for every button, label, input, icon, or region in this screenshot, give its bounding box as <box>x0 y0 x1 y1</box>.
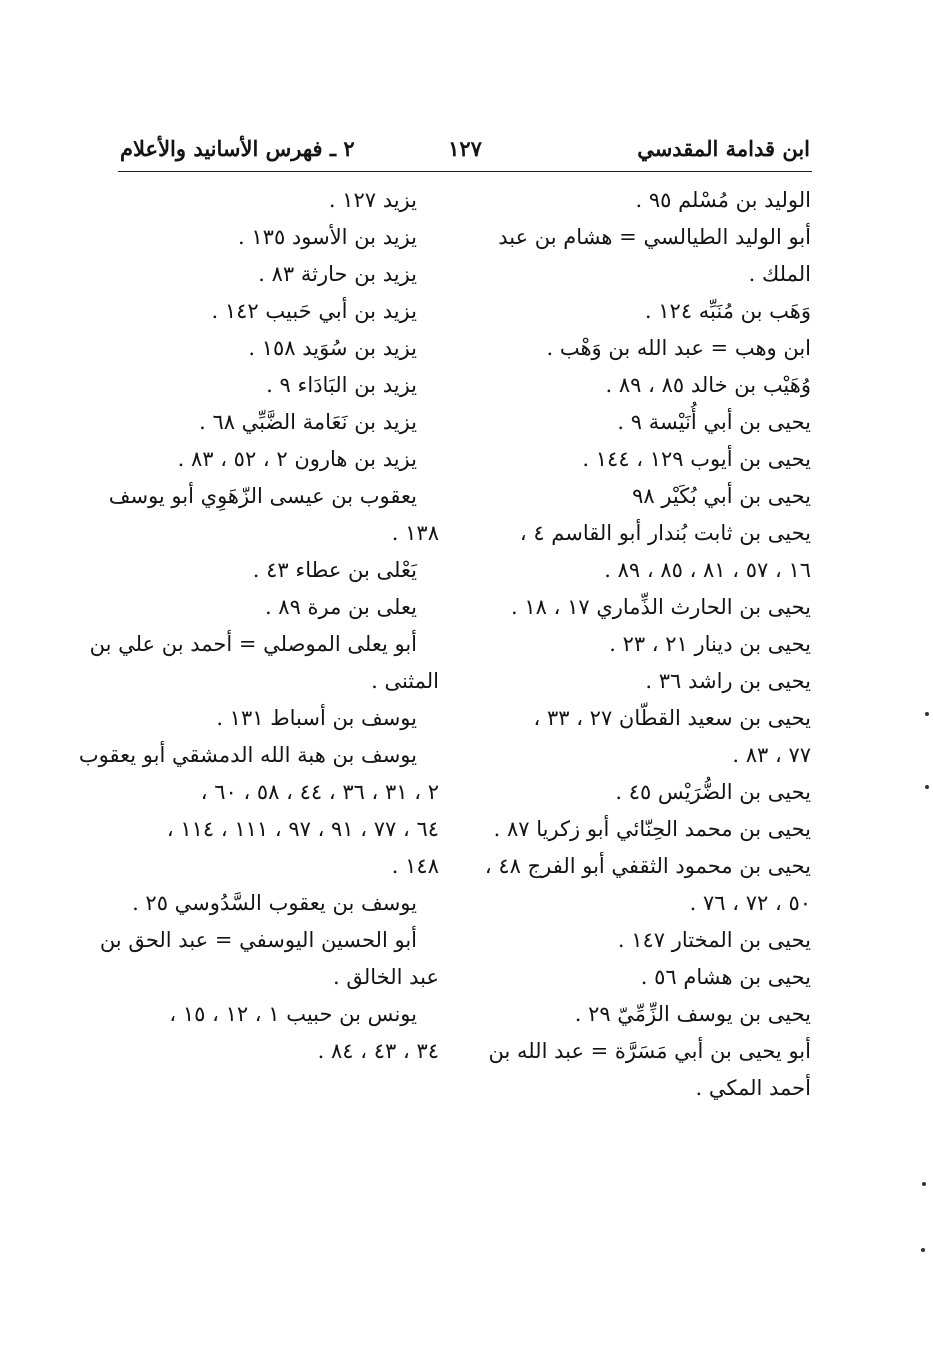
index-entry: يحيى بن المختار ١٤٧ . <box>617 928 811 952</box>
index-entry-continuation: ٦٤ ، ٧٧ ، ٩١ ، ٩٧ ، ١١١ ، ١١٤ ، <box>166 817 439 841</box>
index-column-right <box>486 182 811 1107</box>
index-entry-continuation: ١٤٨ . <box>391 854 439 878</box>
index-entry: يحيى بن الضُّرَيْس ٤٥ . <box>615 780 811 804</box>
index-entry: وُهَيْب بن خالد ٨٥ ، ٨٩ . <box>605 373 811 397</box>
index-entry-continuation: ٢ ، ٣١ ، ٣٦ ، ٤٤ ، ٥٨ ، ٦٠ ، <box>200 780 439 804</box>
index-entry: أبو الحسين اليوسفي = عبد الحق بن <box>99 928 417 952</box>
page-number: ١٢٧ <box>448 136 482 161</box>
index-entry: يحيى بن أبي بُكَيْر ٩٨ <box>632 484 811 508</box>
index-entry: يحيى بن هشام ٥٦ . <box>640 965 811 989</box>
index-entry: يعلى بن مرة ٨٩ . <box>264 595 417 619</box>
index-entry: يحيى بن دينار ٢١ ، ٢٣ . <box>609 632 811 656</box>
index-entry-continuation: أحمد المكي . <box>695 1076 811 1100</box>
index-entry: يحيى بن الحارث الذِّماري ١٧ ، ١٨ . <box>511 595 811 619</box>
index-entry: يزيد بن حارثة ٨٣ . <box>258 262 417 286</box>
book-title: ابن قدامة المقدسي <box>637 136 810 161</box>
index-entry-continuation: ١٣٨ . <box>391 521 439 545</box>
index-entry: أبو يحيى بن أبي مَسَرَّة = عبد الله بن <box>488 1039 811 1063</box>
index-column-left <box>78 182 439 1070</box>
index-entry-continuation: عبد الخالق . <box>332 965 439 989</box>
index-entry-continuation: ١٦ ، ٥٧ ، ٨١ ، ٨٥ ، ٨٩ . <box>604 558 811 582</box>
index-entry: يوسف بن يعقوب السَّدُوسي ٢٥ . <box>132 891 417 915</box>
index-entry: يعقوب بن عيسى الزّهَوِي أبو يوسف <box>108 484 417 508</box>
scan-speck <box>925 785 929 789</box>
index-entry: وَهَب بن مُنَبِّه ١٢٤ . <box>644 299 811 323</box>
index-entry: يزيد بن سُوَيد ١٥٨ . <box>248 336 417 360</box>
index-entry: يحيى بن أبي أُنَيْسة ٩ . <box>617 410 811 434</box>
index-entry: يزيد بن أبي حَبيب ١٤٢ . <box>211 299 417 323</box>
index-entry: يزيد بن البَادَاء ٩ . <box>266 373 417 397</box>
index-entry: يَعْلى بن عطاء ٤٣ . <box>252 558 417 582</box>
index-entry: يحيى بن يوسف الزِّمِّيّ ٢٩ . <box>574 1002 811 1026</box>
index-entry: أبو يعلى الموصلي = أحمد بن علي بن <box>89 632 417 656</box>
section-title: ٢ ـ فهرس الأسانيد والأعلام <box>120 136 355 161</box>
index-entry-continuation: ٣٤ ، ٤٣ ، ٨٤ . <box>317 1039 439 1063</box>
index-entry-continuation: المثنى . <box>371 669 439 693</box>
index-entry: يحيى بن راشد ٣٦ . <box>645 669 811 693</box>
header-rule <box>118 171 812 172</box>
running-header <box>118 130 812 172</box>
index-entry: يحيى بن ثابت بُندار أبو القاسم ٤ ، <box>519 521 811 545</box>
index-entry: يحيى بن محمد الحِنّائي أبو زكريا ٨٧ . <box>493 817 811 841</box>
index-entry-continuation: ٧٧ ، ٨٣ . <box>732 743 811 767</box>
index-entry: يونس بن حبيب ١ ، ١٢ ، ١٥ ، <box>169 1002 417 1026</box>
index-entry-continuation: الملك . <box>748 262 811 286</box>
scan-speck <box>925 712 929 716</box>
index-entry: يحيى بن محمود الثقفي أبو الفرج ٤٨ ، <box>484 854 811 878</box>
index-entry: ابن وهب = عبد الله بن وَهْب . <box>546 336 811 360</box>
scan-speck <box>921 1248 925 1252</box>
index-entry-continuation: ٥٠ ، ٧٢ ، ٧٦ . <box>689 891 811 915</box>
index-entry: يزيد بن الأسود ١٣٥ . <box>238 225 417 249</box>
index-entry: يوسف بن أسباط ١٣١ . <box>216 706 417 730</box>
index-entry: يوسف بن هبة الله الدمشقي أبو يعقوب <box>78 743 417 767</box>
scan-speck <box>922 1182 926 1186</box>
index-entry: يزيد بن نَعَامة الضَّبِّي ٦٨ . <box>199 410 417 434</box>
index-entry: يحيى بن أيوب ١٢٩ ، ١٤٤ . <box>582 447 811 471</box>
index-entry: يحيى بن سعيد القطّان ٢٧ ، ٣٣ ، <box>533 706 811 730</box>
index-entry: أبو الوليد الطيالسي = هشام بن عبد <box>498 225 811 249</box>
index-entry: الوليد بن مُسْلم ٩٥ . <box>635 188 811 212</box>
index-entry: يزيد ١٢٧ . <box>328 188 417 212</box>
index-entry: يزيد بن هارون ٢ ، ٥٢ ، ٨٣ . <box>177 447 417 471</box>
